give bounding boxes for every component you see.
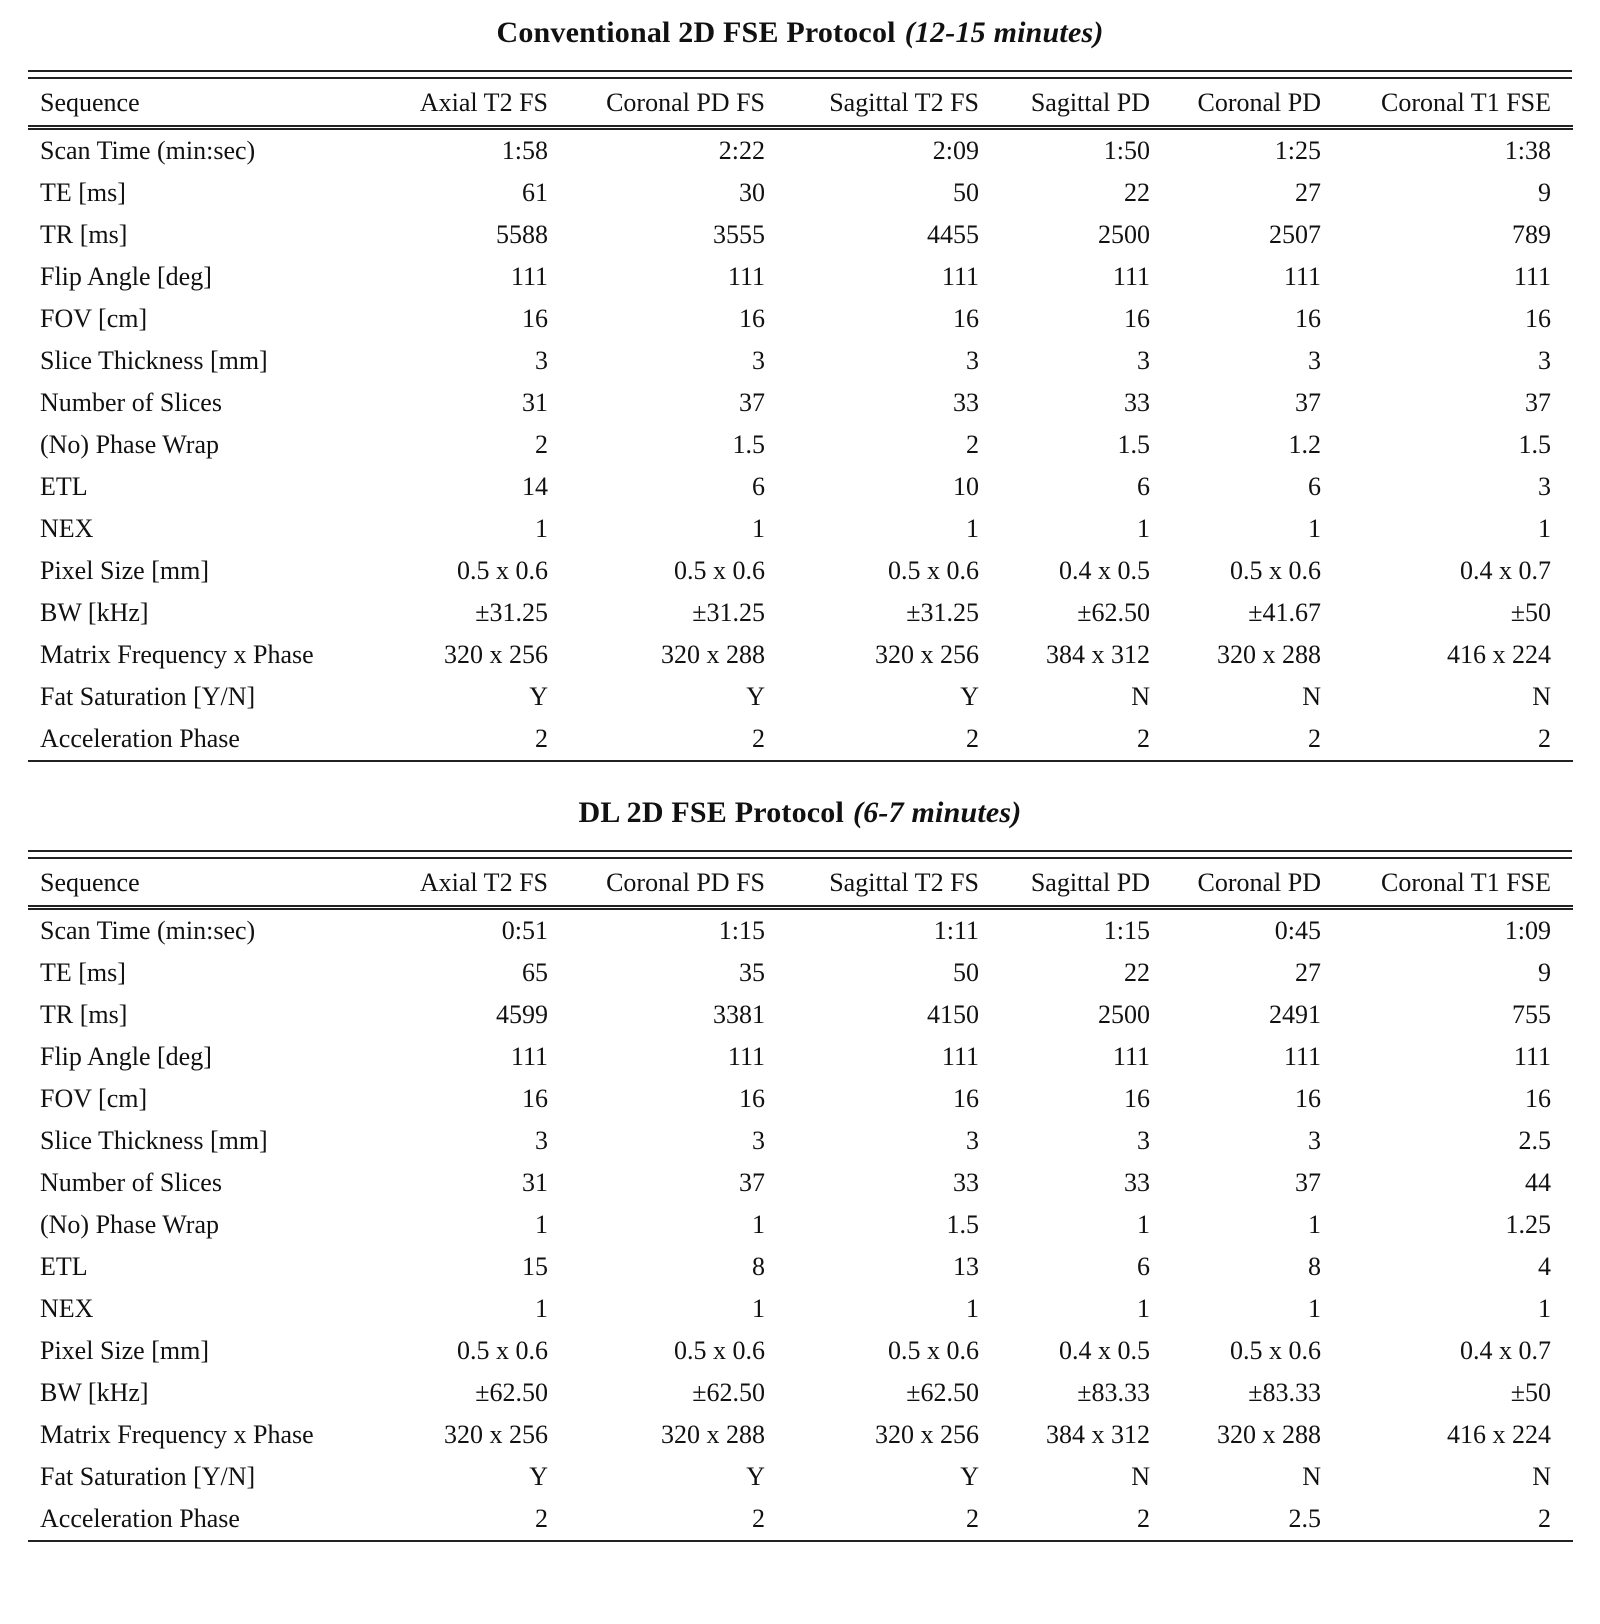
header-row (28, 859, 1573, 908)
value-cell: 50 (953, 958, 979, 987)
value-cell: 9 (1538, 958, 1551, 987)
row-label: Flip Angle [deg] (40, 1042, 212, 1071)
value-cell: 320 x 256 (875, 1420, 979, 1449)
value-cell: 33 (1124, 388, 1150, 417)
value-cell: 37 (739, 1168, 765, 1197)
row-label: Matrix Frequency x Phase (40, 1420, 314, 1449)
value-cell: 44 (1525, 1168, 1551, 1197)
value-cell: 3 (535, 346, 548, 375)
row-label: FOV [cm] (40, 304, 148, 333)
value-cell: 16 (522, 1084, 548, 1113)
value-cell: 2491 (1269, 1000, 1321, 1029)
value-cell: 1:25 (1274, 136, 1321, 165)
value-cell: 3 (752, 1126, 765, 1155)
value-cell: 10 (953, 472, 979, 501)
value-cell: 1 (535, 1294, 548, 1323)
table-row (28, 1036, 1573, 1078)
value-cell: ±62.50 (475, 1378, 548, 1407)
value-cell: 0:51 (501, 916, 548, 945)
value-cell: 3381 (713, 1000, 765, 1029)
value-cell: 1 (752, 514, 765, 543)
value-cell: 1 (1538, 1294, 1551, 1323)
value-cell: 16 (953, 304, 979, 333)
row-label: Matrix Frequency x Phase (40, 640, 314, 669)
value-cell: 2 (535, 430, 548, 459)
value-cell: 6 (1308, 472, 1321, 501)
dl-protocol-table (28, 859, 1573, 1542)
value-cell: 320 x 256 (444, 1420, 548, 1449)
value-cell: 1 (966, 1294, 979, 1323)
value-cell: 2507 (1269, 220, 1321, 249)
value-cell: 111 (1112, 1042, 1150, 1071)
value-cell: 1 (1137, 514, 1150, 543)
value-cell: 2 (1538, 724, 1551, 753)
value-cell: 1 (1538, 514, 1551, 543)
value-cell: 0.5 x 0.6 (888, 1336, 979, 1365)
row-label: Number of Slices (40, 388, 222, 417)
value-cell: 37 (1525, 388, 1551, 417)
value-cell: 16 (739, 1084, 765, 1113)
value-cell: Y (746, 1462, 765, 1491)
header-row (28, 79, 1573, 128)
value-cell: 111 (1283, 262, 1321, 291)
value-cell: 16 (1295, 304, 1321, 333)
value-cell: 22 (1124, 958, 1150, 987)
value-cell: ±62.50 (906, 1378, 979, 1407)
value-cell: 111 (1112, 262, 1150, 291)
table-row (28, 382, 1573, 424)
value-cell: 8 (752, 1252, 765, 1281)
value-cell: 1 (1137, 1210, 1150, 1239)
value-cell: 0.5 x 0.6 (1230, 1336, 1321, 1365)
table-row (28, 994, 1573, 1036)
value-cell: 3 (752, 346, 765, 375)
table-row (28, 908, 1573, 953)
table-row (28, 1120, 1573, 1162)
value-cell: 416 x 224 (1447, 640, 1551, 669)
value-cell: 416 x 224 (1447, 1420, 1551, 1449)
value-cell: 3 (535, 1126, 548, 1155)
value-cell: 3555 (713, 220, 765, 249)
value-cell: 16 (739, 304, 765, 333)
value-cell: 50 (953, 178, 979, 207)
value-cell: N (1302, 1462, 1321, 1491)
value-cell: 4 (1538, 1252, 1551, 1281)
value-cell: 1.5 (1117, 430, 1150, 459)
value-cell: 9 (1538, 178, 1551, 207)
column-header: Coronal T1 FSE (1321, 859, 1573, 908)
table-row (28, 340, 1573, 382)
value-cell: 6 (1137, 1252, 1150, 1281)
value-cell: 16 (1525, 1084, 1551, 1113)
value-cell: 0.5 x 0.6 (888, 556, 979, 585)
value-cell: 16 (1295, 1084, 1321, 1113)
value-cell: 2.5 (1518, 1126, 1551, 1155)
value-cell: 31 (522, 388, 548, 417)
table-row (28, 718, 1573, 761)
value-cell: 2:09 (932, 136, 979, 165)
value-cell: N (1131, 1462, 1150, 1491)
value-cell: 3 (1308, 1126, 1321, 1155)
column-header: Coronal PD FS (548, 859, 765, 908)
value-cell: 384 x 312 (1046, 1420, 1150, 1449)
value-cell: 16 (1124, 1084, 1150, 1113)
table-row (28, 424, 1573, 466)
value-cell: 320 x 256 (444, 640, 548, 669)
value-cell: N (1532, 1462, 1551, 1491)
value-cell: 2 (966, 430, 979, 459)
value-cell: 2 (1538, 1504, 1551, 1533)
value-cell: 5588 (496, 220, 548, 249)
value-cell: 1:11 (933, 916, 979, 945)
value-cell: 61 (522, 178, 548, 207)
row-label: BW [kHz] (40, 1378, 149, 1407)
value-cell: 4599 (496, 1000, 548, 1029)
value-cell: Y (529, 1462, 548, 1491)
row-label: NEX (40, 1294, 94, 1323)
value-cell: 2:22 (718, 136, 765, 165)
table-row (28, 1204, 1573, 1246)
value-cell: 1 (752, 1210, 765, 1239)
value-cell: 1 (535, 1210, 548, 1239)
row-label: Number of Slices (40, 1168, 222, 1197)
row-label: Flip Angle [deg] (40, 262, 212, 291)
value-cell: 111 (510, 1042, 548, 1071)
value-cell: 16 (1124, 304, 1150, 333)
top-double-rule (28, 850, 1572, 859)
row-label: Slice Thickness [mm] (40, 346, 268, 375)
table-row (28, 466, 1573, 508)
row-label: Fat Saturation [Y/N] (40, 1462, 256, 1491)
table-row (28, 256, 1573, 298)
value-cell: 1.5 (1518, 430, 1551, 459)
column-header: Coronal PD FS (548, 79, 765, 128)
value-cell: 30 (739, 178, 765, 207)
value-cell: Y (960, 682, 979, 711)
column-header: Axial T2 FS (378, 859, 548, 908)
table-row (28, 214, 1573, 256)
table-title-text: Conventional 2D FSE Protocol (496, 16, 896, 49)
value-cell: Y (746, 682, 765, 711)
value-cell: 1 (1308, 514, 1321, 543)
table-row (28, 952, 1573, 994)
value-cell: 1.5 (946, 1210, 979, 1239)
table-row (28, 1246, 1573, 1288)
row-label: ETL (40, 1252, 88, 1281)
value-cell: 384 x 312 (1046, 640, 1150, 669)
value-cell: 1:50 (1103, 136, 1150, 165)
conventional-protocol-table (28, 79, 1573, 762)
row-label: Scan Time (min:sec) (40, 916, 256, 945)
row-label: TE [ms] (40, 178, 126, 207)
value-cell: 0.4 x 0.7 (1460, 556, 1551, 585)
value-cell: 0:45 (1274, 916, 1321, 945)
top-double-rule (28, 70, 1572, 79)
value-cell: 1.25 (1505, 1210, 1551, 1239)
value-cell: 3 (966, 346, 979, 375)
value-cell: ±31.25 (692, 598, 765, 627)
column-header: Coronal PD (1150, 859, 1321, 908)
value-cell: 111 (727, 1042, 765, 1071)
value-cell: 0.4 x 0.5 (1059, 1336, 1150, 1365)
row-label: BW [kHz] (40, 598, 149, 627)
value-cell: 320 x 288 (1217, 640, 1321, 669)
dl-protocol-section (28, 796, 1572, 1542)
column-header-sequence: Sequence (28, 859, 378, 908)
value-cell: 1 (1308, 1210, 1321, 1239)
value-cell: ±62.50 (1077, 598, 1150, 627)
value-cell: 2 (966, 1504, 979, 1533)
value-cell: ±31.25 (906, 598, 979, 627)
table-row (28, 1498, 1573, 1541)
value-cell: 37 (1295, 1168, 1321, 1197)
table-title-note: (12-15 minutes) (904, 16, 1104, 49)
value-cell: 14 (522, 472, 548, 501)
table-title-text: DL 2D FSE Protocol (578, 796, 845, 829)
value-cell: 65 (522, 958, 548, 987)
value-cell: 2500 (1098, 1000, 1150, 1029)
value-cell: 31 (522, 1168, 548, 1197)
value-cell: 1:15 (1103, 916, 1150, 945)
value-cell: 789 (1512, 220, 1551, 249)
value-cell: 0.5 x 0.6 (457, 556, 548, 585)
row-label: (No) Phase Wrap (40, 430, 219, 459)
column-header: Coronal PD (1150, 79, 1321, 128)
table-row (28, 1288, 1573, 1330)
row-label: FOV [cm] (40, 1084, 148, 1113)
value-cell: 2 (1137, 724, 1150, 753)
column-header: Axial T2 FS (378, 79, 548, 128)
value-cell: 4455 (927, 220, 979, 249)
value-cell: 16 (522, 304, 548, 333)
table-title-note: (6-7 minutes) (853, 796, 1022, 829)
value-cell: 27 (1295, 178, 1321, 207)
value-cell: Y (529, 682, 548, 711)
column-header: Sagittal T2 FS (765, 79, 979, 128)
table-row (28, 1330, 1573, 1372)
value-cell: 0.4 x 0.7 (1460, 1336, 1551, 1365)
value-cell: 16 (953, 1084, 979, 1113)
value-cell: 1 (966, 514, 979, 543)
value-cell: 320 x 288 (1217, 1420, 1321, 1449)
value-cell: 111 (1283, 1042, 1321, 1071)
table-row (28, 1456, 1573, 1498)
value-cell: 2 (535, 1504, 548, 1533)
value-cell: 0.5 x 0.6 (1230, 556, 1321, 585)
value-cell: 3 (1137, 346, 1150, 375)
value-cell: N (1131, 682, 1150, 711)
value-cell: 2 (535, 724, 548, 753)
value-cell: 111 (1513, 1042, 1551, 1071)
value-cell: 2 (752, 1504, 765, 1533)
column-header: Sagittal PD (979, 859, 1150, 908)
value-cell: 2.5 (1288, 1504, 1321, 1533)
conventional-protocol-section (28, 16, 1572, 762)
row-label: Acceleration Phase (40, 1504, 240, 1533)
value-cell: N (1532, 682, 1551, 711)
table-title-conventional (28, 16, 1572, 50)
value-cell: 320 x 288 (661, 1420, 765, 1449)
value-cell: 111 (941, 262, 979, 291)
value-cell: 1.2 (1288, 430, 1321, 459)
row-label: ETL (40, 472, 88, 501)
table-title-dl (28, 796, 1572, 830)
value-cell: 33 (953, 388, 979, 417)
table-row (28, 550, 1573, 592)
value-cell: 1 (1308, 1294, 1321, 1323)
row-label: Scan Time (min:sec) (40, 136, 256, 165)
value-cell: ±83.33 (1248, 1378, 1321, 1407)
row-label: Fat Saturation [Y/N] (40, 682, 256, 711)
value-cell: ±41.67 (1248, 598, 1321, 627)
value-cell: 111 (941, 1042, 979, 1071)
value-cell: 33 (1124, 1168, 1150, 1197)
table-row (28, 298, 1573, 340)
column-header: Sagittal PD (979, 79, 1150, 128)
value-cell: 2 (1308, 724, 1321, 753)
value-cell: 3 (1137, 1126, 1150, 1155)
value-cell: 22 (1124, 178, 1150, 207)
value-cell: 33 (953, 1168, 979, 1197)
value-cell: 1 (535, 514, 548, 543)
column-header: Sagittal T2 FS (765, 859, 979, 908)
value-cell: 111 (727, 262, 765, 291)
value-cell: 0.4 x 0.5 (1059, 556, 1150, 585)
value-cell: 1 (752, 1294, 765, 1323)
value-cell: 27 (1295, 958, 1321, 987)
value-cell: ±62.50 (692, 1378, 765, 1407)
value-cell: 1:09 (1504, 916, 1551, 945)
value-cell: 2 (966, 724, 979, 753)
value-cell: 320 x 256 (875, 640, 979, 669)
row-label: Acceleration Phase (40, 724, 240, 753)
table-row (28, 676, 1573, 718)
row-label: NEX (40, 514, 94, 543)
value-cell: 3 (1538, 346, 1551, 375)
table-row (28, 508, 1573, 550)
table-row (28, 1372, 1573, 1414)
value-cell: ±83.33 (1077, 1378, 1150, 1407)
value-cell: 37 (739, 388, 765, 417)
value-cell: ±50 (1510, 1378, 1551, 1407)
value-cell: 2500 (1098, 220, 1150, 249)
row-label: TR [ms] (40, 1000, 128, 1029)
value-cell: 111 (510, 262, 548, 291)
value-cell: 6 (1137, 472, 1150, 501)
value-cell: 111 (1513, 262, 1551, 291)
value-cell: 0.5 x 0.6 (457, 1336, 548, 1365)
value-cell: N (1302, 682, 1321, 711)
value-cell: 1:58 (501, 136, 548, 165)
value-cell: 2 (752, 724, 765, 753)
value-cell: 0.5 x 0.6 (674, 1336, 765, 1365)
value-cell: 15 (522, 1252, 548, 1281)
column-header: Coronal T1 FSE (1321, 79, 1573, 128)
value-cell: ±31.25 (475, 598, 548, 627)
value-cell: 1.5 (732, 430, 765, 459)
value-cell: 35 (739, 958, 765, 987)
table-row (28, 172, 1573, 214)
row-label: (No) Phase Wrap (40, 1210, 219, 1239)
row-label: Pixel Size [mm] (40, 556, 209, 585)
value-cell: 8 (1308, 1252, 1321, 1281)
value-cell: 16 (1525, 304, 1551, 333)
value-cell: 4150 (927, 1000, 979, 1029)
row-label: TE [ms] (40, 958, 126, 987)
row-label: Slice Thickness [mm] (40, 1126, 268, 1155)
value-cell: Y (960, 1462, 979, 1491)
value-cell: 2 (1137, 1504, 1150, 1533)
table-row (28, 1162, 1573, 1204)
value-cell: 320 x 288 (661, 640, 765, 669)
table-row (28, 634, 1573, 676)
value-cell: 13 (953, 1252, 979, 1281)
table-row (28, 592, 1573, 634)
row-label: TR [ms] (40, 220, 128, 249)
value-cell: 0.5 x 0.6 (674, 556, 765, 585)
value-cell: 3 (1308, 346, 1321, 375)
value-cell: 37 (1295, 388, 1321, 417)
value-cell: ±50 (1510, 598, 1551, 627)
value-cell: 1:15 (718, 916, 765, 945)
table-row (28, 1078, 1573, 1120)
row-label: Pixel Size [mm] (40, 1336, 209, 1365)
value-cell: 3 (966, 1126, 979, 1155)
value-cell: 6 (752, 472, 765, 501)
table-row (28, 1414, 1573, 1456)
column-header-sequence: Sequence (28, 79, 378, 128)
value-cell: 755 (1512, 1000, 1551, 1029)
value-cell: 1:38 (1504, 136, 1551, 165)
value-cell: 1 (1137, 1294, 1150, 1323)
value-cell: 3 (1538, 472, 1551, 501)
table-row (28, 128, 1573, 173)
